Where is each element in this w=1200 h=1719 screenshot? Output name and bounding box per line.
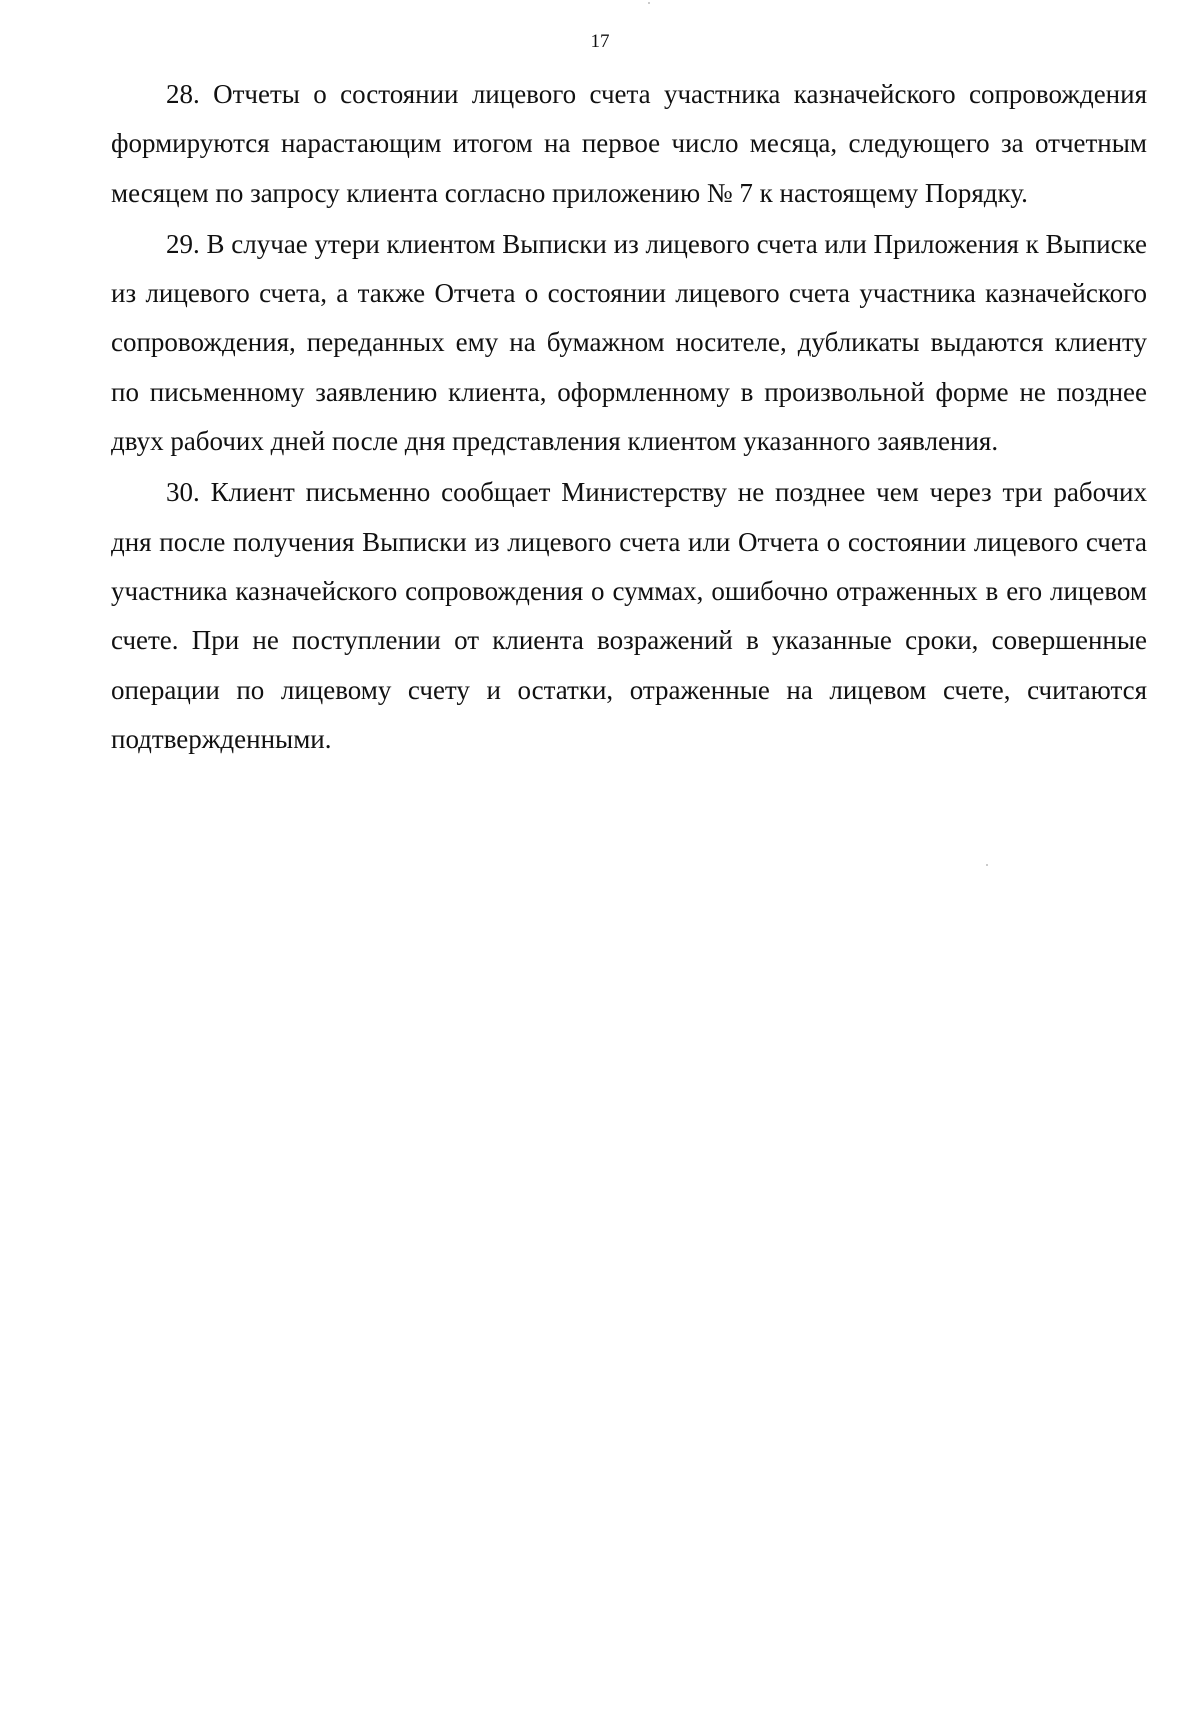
paragraph-text: Отчеты о состоянии лицевого счета участника казначейского сопровождения формируются нарастающим итогом на первое число месяца, следующего за отчетным месяцем по запросу клиента согласно приложению № 7 к настоящему Порядку.	[111, 79, 1147, 208]
paragraph-text: Клиент письменно сообщает Министерству не позднее чем через три рабочих дня после получения Выписки из лицевого счета или Отчета о состоянии лицевого счета участника казначейского сопровождения о суммах, ошибочно отраженных в его лицевом счете. При не поступлении от клиента возражений в указанные сроки, совершенные операции по лицевому счету и остатки, отраженные на лицевом счете, считаются подтвержденными.	[111, 477, 1148, 754]
scan-speck	[986, 864, 988, 866]
paragraph-29	[111, 220, 1147, 466]
paragraph-number: 28.	[166, 79, 200, 109]
paragraph-28	[111, 70, 1147, 218]
scan-speck	[648, 2, 650, 4]
paragraph-number: 30.	[166, 477, 200, 508]
paragraph-30	[111, 468, 1147, 764]
paragraph-number: 29.	[166, 228, 200, 259]
document-body	[111, 70, 1147, 766]
paragraph-text: В случае утери клиентом Выписки из лицевого счета или Приложения к Выписке из лицевого счета, а также Отчета о состоянии лицевого счета участника казначейского сопровождения, переданных ему на бумажном носителе, дубликаты выдаются клиенту по письменному заявлению клиента, оформленному в произвольной форме не позднее двух рабочих дней после дня представления клиентом указанного заявления.	[111, 228, 1147, 457]
page-number: 17	[590, 31, 610, 52]
